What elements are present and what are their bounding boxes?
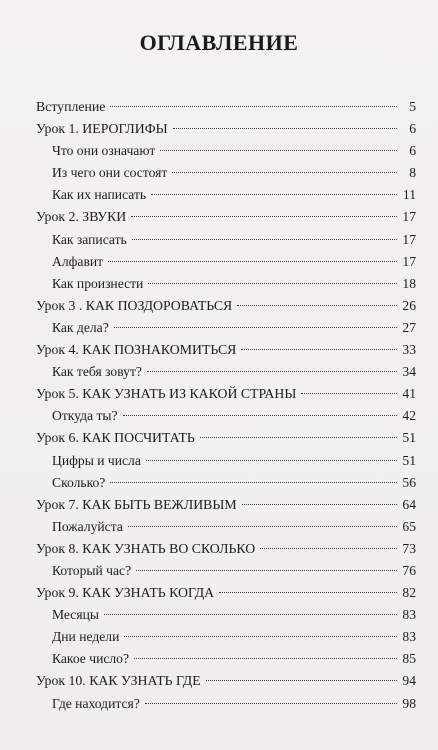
dot-leader	[206, 680, 397, 681]
dot-leader	[148, 283, 397, 284]
dot-leader	[260, 548, 397, 549]
toc-entry	[36, 206, 416, 228]
dot-leader	[219, 592, 397, 593]
toc-entry-label: Как тебя зовут?	[52, 364, 142, 380]
toc-entry-label: Что они означают	[52, 143, 156, 159]
toc-page-number: 51	[402, 452, 416, 468]
toc-page-number: 8	[409, 165, 416, 181]
dot-leader	[242, 504, 397, 505]
toc-subentry	[36, 184, 416, 206]
toc-page-number: 41	[402, 386, 416, 402]
dot-leader	[301, 393, 397, 394]
toc-page-number: 51	[402, 430, 416, 446]
toc-page-number: 98	[402, 695, 416, 711]
toc-subentry	[36, 516, 416, 538]
dot-leader	[160, 150, 397, 151]
toc-entry-label: Алфавит	[52, 253, 104, 269]
toc-subentry	[36, 317, 416, 339]
toc-page-number: 94	[402, 673, 416, 689]
toc-subentry	[36, 361, 416, 383]
dot-leader	[132, 239, 397, 240]
toc-page-number: 17	[402, 253, 416, 269]
dot-leader	[123, 415, 397, 416]
dot-leader	[237, 305, 397, 306]
toc-entry-label: Откуда ты?	[52, 408, 118, 424]
toc-page-number: 73	[402, 540, 416, 556]
dot-leader	[124, 636, 397, 637]
toc-page-number: 83	[402, 607, 416, 623]
toc-entry-label: Урок 8. КАК УЗНАТЬ ВО СКОЛЬКО	[36, 540, 256, 556]
dot-leader	[128, 526, 397, 527]
table-of-contents	[36, 96, 416, 715]
toc-page-number: 18	[402, 275, 416, 291]
toc-entry-label: Сколько?	[52, 474, 106, 490]
toc-page-number: 17	[402, 231, 416, 247]
toc-entry-label: Урок 7. КАК БЫТЬ ВЕЖЛИВЫМ	[36, 496, 237, 512]
toc-page-number: 27	[402, 319, 416, 335]
toc-entry-label: Урок 2. ЗВУКИ	[36, 209, 127, 225]
toc-entry-label: Как их написать	[52, 187, 147, 203]
toc-entry	[36, 118, 416, 140]
toc-entry	[36, 96, 416, 118]
toc-subentry	[36, 604, 416, 626]
toc-subentry	[36, 648, 416, 670]
toc-subentry	[36, 472, 416, 494]
toc-entry-label: Месяцы	[52, 607, 99, 623]
dot-leader	[151, 194, 397, 195]
toc-entry	[36, 295, 416, 317]
toc-page-number: 17	[402, 209, 416, 225]
toc-page-number: 5	[409, 99, 416, 114]
dot-leader	[136, 570, 397, 571]
toc-subentry	[36, 162, 416, 184]
toc-subentry	[36, 251, 416, 273]
toc-page-number: 82	[402, 585, 416, 601]
toc-page-number: 42	[402, 408, 416, 424]
dot-leader	[104, 614, 397, 615]
toc-entry-label: Как произнести	[52, 275, 144, 291]
dot-leader	[108, 261, 397, 262]
toc-page-number: 11	[402, 187, 416, 203]
toc-subentry	[36, 560, 416, 582]
toc-entry	[36, 538, 416, 560]
toc-subentry	[36, 626, 416, 648]
toc-entry	[36, 582, 416, 604]
toc-entry-label: Урок 3 . КАК ПОЗДОРОВАТЬСЯ	[36, 297, 233, 313]
page-title: ОГЛАВЛЕНИЕ	[139, 30, 299, 55]
toc-entry-label: Как дела?	[52, 319, 109, 335]
toc-entry-label: Как записать	[52, 231, 127, 247]
dot-leader	[145, 703, 397, 704]
toc-entry-label: Урок 10. КАК УЗНАТЬ ГДЕ	[36, 673, 201, 689]
toc-page-number: 34	[402, 364, 416, 380]
toc-page-number: 56	[402, 474, 416, 490]
dot-leader	[131, 216, 397, 217]
toc-subentry	[36, 273, 416, 295]
toc-entry	[36, 494, 416, 516]
dot-leader	[200, 437, 397, 438]
toc-page-number: 76	[402, 562, 416, 578]
toc-entry	[36, 339, 416, 361]
dot-leader	[241, 349, 397, 350]
toc-subentry	[36, 140, 416, 162]
toc-subentry	[36, 450, 416, 472]
toc-subentry	[36, 405, 416, 427]
toc-subentry	[36, 693, 416, 715]
toc-entry-label: Который час?	[52, 562, 132, 578]
dot-leader	[134, 658, 397, 659]
toc-entry	[36, 427, 416, 449]
toc-subentry	[36, 229, 416, 251]
toc-entry-label: Из чего они состоят	[52, 165, 168, 181]
toc-page-number: 65	[402, 518, 416, 534]
toc-page-number: 26	[402, 297, 416, 313]
toc-entry-label: Урок 4. КАК ПОЗНАКОМИТЬСЯ	[36, 342, 237, 358]
toc-page-number: 6	[409, 143, 416, 159]
dot-leader	[110, 106, 397, 107]
toc-entry-label: Урок 5. КАК УЗНАТЬ ИЗ КАКОЙ СТРАНЫ	[36, 386, 297, 402]
toc-entry-label: Пожалуйста	[52, 518, 123, 534]
toc-entry-label: Вступление	[36, 99, 106, 114]
toc-entry-label: Где находится?	[52, 695, 140, 711]
toc-page-number: 64	[402, 496, 416, 512]
toc-entry-label: Урок 9. КАК УЗНАТЬ КОГДА	[36, 585, 215, 601]
toc-entry-label: Урок 6. КАК ПОСЧИТАТЬ	[36, 430, 195, 446]
toc-entry-label: Урок 1. ИЕРОГЛИФЫ	[36, 121, 168, 137]
dot-leader	[114, 327, 397, 328]
dot-leader	[173, 128, 397, 129]
dot-leader	[172, 172, 397, 173]
toc-entry	[36, 383, 416, 405]
toc-entry-label: Цифры и числа	[52, 452, 141, 468]
dot-leader	[146, 460, 397, 461]
toc-page-number: 83	[402, 629, 416, 645]
toc-page-number: 33	[402, 342, 416, 358]
dot-leader	[110, 482, 397, 483]
toc-entry-label: Дни недели	[52, 629, 120, 645]
toc-page-number: 85	[402, 651, 416, 667]
toc-entry-label: Какое число?	[52, 651, 129, 667]
dot-leader	[147, 371, 397, 372]
toc-page-number: 6	[409, 121, 416, 137]
toc-entry	[36, 670, 416, 692]
